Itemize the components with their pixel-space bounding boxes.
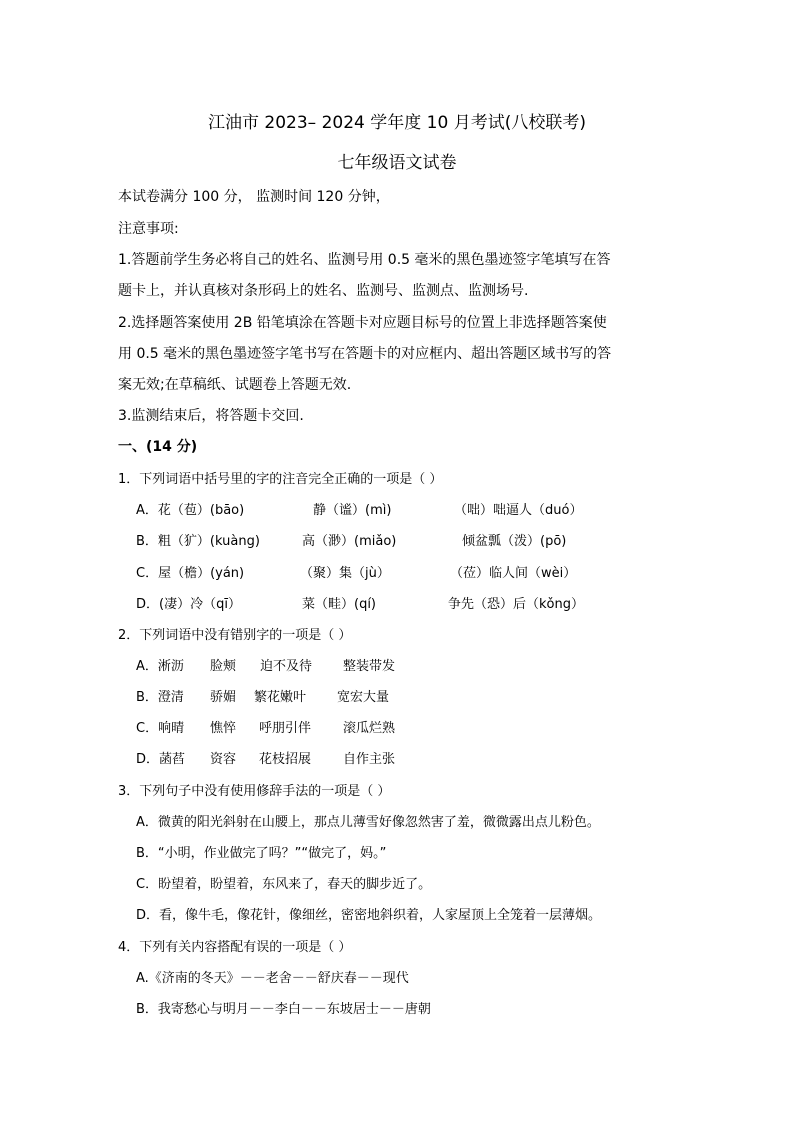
q2-option-d-1: D．菡萏	[136, 752, 186, 767]
q2-option-a-3: 迫不及待	[260, 659, 313, 674]
q2-option-c-4: 滚瓜烂熟	[343, 721, 396, 736]
section-1-heading: 一、(14 分)	[118, 439, 198, 455]
q1-stem: 1．下列词语中括号里的字的注音完全正确的一项是（ ）	[118, 472, 443, 487]
q1-option-b-1: B．粗（犷）(kuàng)	[136, 534, 260, 549]
q2-option-d-2: 资容	[210, 752, 237, 767]
notes-title: 注意事项:	[118, 221, 179, 237]
exam-subtitle: 七年级语文试卷	[337, 153, 457, 173]
q2-option-c-2: 憔悴	[210, 721, 237, 736]
q1-option-d-3: 争先（恐）后（kǒng）	[448, 597, 584, 612]
q2-option-c-3: 呼朋引伴	[259, 721, 312, 736]
q2-option-d-4: 自作主张	[343, 752, 396, 767]
q2-option-b-4: 宽宏大量	[337, 690, 390, 705]
q1-option-b-3: 倾盆瓢（泼）(pō)	[462, 534, 567, 549]
score-time-line: 本试卷满分 100 分， 监测时间 120 分钟，	[118, 189, 390, 205]
q1-option-c-1: C．屋（檐）(yán)	[136, 566, 245, 581]
q2-option-b-1: B．澄清	[136, 690, 184, 705]
note-3: 3.监测结束后，将答题卡交回.	[118, 408, 304, 424]
q2-option-b-3: 繁花嫩叶	[254, 690, 307, 705]
q4-stem: 4．下列有关内容搭配有误的一项是（ ）	[118, 940, 352, 955]
q3-option-a: A．微黄的阳光斜射在山腰上，那点儿薄雪好像忽然害了羞，微微露出点儿粉色。	[136, 815, 600, 830]
q3-stem: 3．下列句子中没有使用修辞手法的一项是（ ）	[118, 784, 391, 799]
note-2-line-1: 2.选择题答案使用 2B 铅笔填涂在答题卡对应题目标号的位置上非选择题答案使	[118, 315, 607, 331]
q2-stem: 2．下列词语中没有错别字的一项是（ ）	[118, 628, 352, 643]
note-1-line-2: 题卡上，并认真核对条形码上的姓名、监测号、监测点、监测场号.	[118, 283, 529, 299]
q1-option-c-3: （莅）临人间（wèi）	[450, 566, 577, 581]
note-2-line-2: 用 0.5 毫米的黑色墨迹签字笔书写在答题卡的对应框内、超出答题区域书写的答	[118, 346, 612, 362]
q2-option-a-1: A．淅沥	[136, 659, 184, 674]
q1-option-a-2: 静（谧）(mì)	[313, 503, 392, 518]
q2-option-a-4: 整装带发	[343, 659, 396, 674]
q2-option-d-3: 花枝招展	[259, 752, 312, 767]
q1-option-d-1: D．(凄）冷（qī）	[136, 597, 241, 612]
q1-option-c-2: （聚）集（jù）	[300, 566, 390, 581]
q1-option-d-2: 菜（畦）(qí)	[302, 597, 377, 612]
q3-option-c: C．盼望着，盼望着，东风来了，春天的脚步近了。	[136, 877, 432, 892]
q1-option-b-2: 高（渺）(miǎo)	[302, 534, 397, 549]
q2-option-c-1: C．响晴	[136, 721, 185, 736]
exam-title: 江油市 2023– 2024 学年度 10 月考试(八校联考)	[208, 113, 586, 133]
note-1-line-1: 1.答题前学生务必将自己的姓名、监测号用 0.5 毫米的黑色墨迹签字笔填写在答	[118, 252, 611, 268]
q4-option-b: B．我寄愁心与明月－－李白－－东坡居士－－唐朝	[136, 1002, 431, 1017]
note-2-line-3: 案无效;在草稿纸、试题卷上答题无效.	[118, 377, 352, 393]
q3-option-b: B．“小明，作业做完了吗？”“做完了，妈。”	[136, 846, 387, 861]
q3-option-d: D．看，像牛毛，像花针，像细丝，密密地斜织着，人家屋顶上全笼着一层薄烟。	[136, 908, 602, 923]
q2-option-a-2: 脸颊	[210, 659, 237, 674]
q1-option-a-3: （咄）咄逼人（duó）	[454, 503, 583, 518]
q2-option-b-2: 骄媚	[210, 690, 237, 705]
q1-option-a-1: A．花（苞）(bāo)	[136, 503, 245, 518]
q4-option-a: A.《济南的冬天》－－老舍－－舒庆春－－现代	[136, 971, 409, 986]
